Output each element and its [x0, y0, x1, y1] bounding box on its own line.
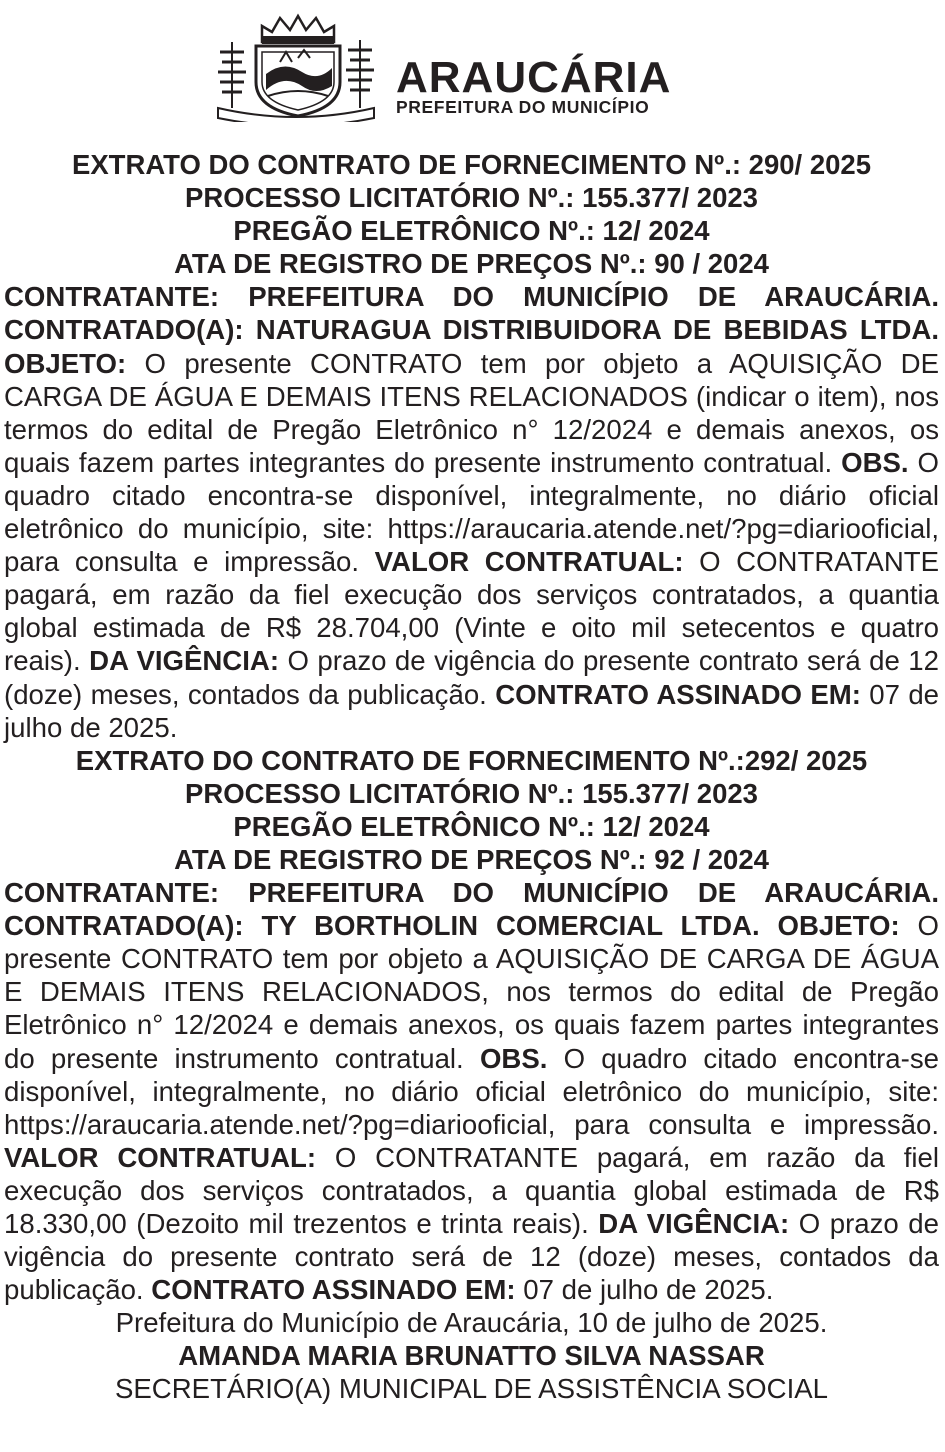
signed-date: 07 de julho de 2025.	[515, 1274, 774, 1306]
validity-label: DA VIGÊNCIA:	[89, 645, 280, 677]
extract-body	[4, 876, 939, 1306]
price-record-number: ATA DE REGISTRO DE PREÇOS Nº.: 90 / 2024	[174, 248, 769, 280]
auction-number: PREGÃO ELETRÔNICO Nº.: 12/ 2024	[233, 215, 710, 247]
signed-date: 07 de julho de 2025.	[4, 678, 940, 743]
object-text: O presente CONTRATO tem por objeto a AQUISIÇÃO DE CARGA DE ÁGUA E DEMAIS ITENS RELACIONADOS, nos termos do edital de Pregão Eletrônico n° 12/2024 e demais anexos, os quais fazem partes integrantes do presente instrumento contratual.	[4, 910, 939, 1074]
obs-label: OBS.	[841, 446, 909, 478]
signed-label: CONTRATO ASSINADO EM:	[151, 1274, 516, 1306]
extract-title: EXTRATO DO CONTRATO DE FORNECIMENTO Nº.: 290/ 2025	[71, 149, 872, 180]
contract-extract-290	[4, 148, 939, 744]
process-number: PROCESSO LICITATÓRIO Nº.: 155.377/ 2023	[185, 777, 758, 809]
araucaria-crest-logo	[210, 12, 380, 122]
obs-text: O quadro citado encontra-se disponível, integralmente, no diário oficial eletrônico do município, site: https://araucaria.atende.net/?pg=diariooficial, para consulta e impressão.	[4, 446, 940, 578]
price-record-number: ATA DE REGISTRO DE PREÇOS Nº.: 92 / 2024	[174, 843, 769, 875]
place-and-date: Prefeitura do Município de Araucária, 10 de julho de 2025.	[115, 1307, 828, 1339]
contract-extract-292	[4, 744, 939, 1307]
signed-label: CONTRATO ASSINADO EM:	[495, 678, 861, 710]
value-text: O CONTRATANTE pagará, em razão da fiel execução dos serviços contratados, a quantia global estimada de R$ 28.704,00 (Vinte e oito mil setecentos e quatro reais).	[4, 546, 940, 677]
value-label: VALOR CONTRATUAL:	[374, 546, 684, 578]
value-text: O CONTRATANTE pagará, em razão da fiel execução dos serviços contratados, a quantia global estimada de R$ 18.330,00 (Dezoito mil trezentos e trinta reais).	[4, 1141, 939, 1239]
process-number: PROCESSO LICITATÓRIO Nº.: 155.377/ 2023	[185, 182, 758, 214]
auction-number: PREGÃO ELETRÔNICO Nº.: 12/ 2024	[233, 810, 710, 842]
obs-text: O quadro citado encontra-se disponível, integralmente, no diário oficial eletrônico do município, site: https://araucaria.atende.net/?pg=diariooficial, para consulta e impressão.	[4, 1042, 939, 1140]
validity-label: DA VIGÊNCIA:	[598, 1208, 790, 1239]
value-label: VALOR CONTRATUAL:	[4, 1141, 317, 1173]
signatory-name: AMANDA MARIA BRUNATTO SILVA NASSAR	[178, 1340, 765, 1372]
extract-body	[4, 280, 939, 743]
document-content	[4, 148, 939, 1406]
brand-subtitle: PREFEITURA DO MUNICÍPIO	[396, 97, 650, 117]
brand-name: ARAUCÁRIA	[396, 53, 672, 102]
validity-text: O prazo de vigência do presente contrato será de 12 (doze) meses, contados da publicação.	[4, 1208, 939, 1306]
extract-title: EXTRATO DO CONTRATO DE FORNECIMENTO Nº.:292/ 2025	[75, 744, 868, 776]
parties-label: CONTRATANTE: PREFEITURA DO MUNICÍPIO DE ARAUCÁRIA. CONTRATADO(A): NATURAGUA DISTRIBUIDORA DE BEBIDAS LTDA. OBJETO:	[4, 281, 939, 379]
obs-label: OBS.	[479, 1042, 548, 1074]
header	[210, 12, 740, 122]
signatory-position: SECRETÁRIO(A) MUNICIPAL DE ASSISTÊNCIA SOCIAL	[115, 1373, 828, 1405]
object-text: O presente CONTRATO tem por objeto a AQUISIÇÃO DE CARGA DE ÁGUA E DEMAIS ITENS RELACIONADOS (indicar o item), nos termos do edital de Pregão Eletrônico n° 12/2024 e demais anexos, os quais fazem partes integrantes do presente instrumento contratual.	[4, 347, 939, 478]
validity-text: O prazo de vigência do presente contrato será de 12 (doze) meses, contados da publicação.	[4, 645, 939, 710]
parties-label: CONTRATANTE: PREFEITURA DO MUNICÍPIO DE ARAUCÁRIA. CONTRATADO(A): TY BORTHOLIN COMERCIAL LTDA. OBJETO:	[4, 877, 939, 942]
